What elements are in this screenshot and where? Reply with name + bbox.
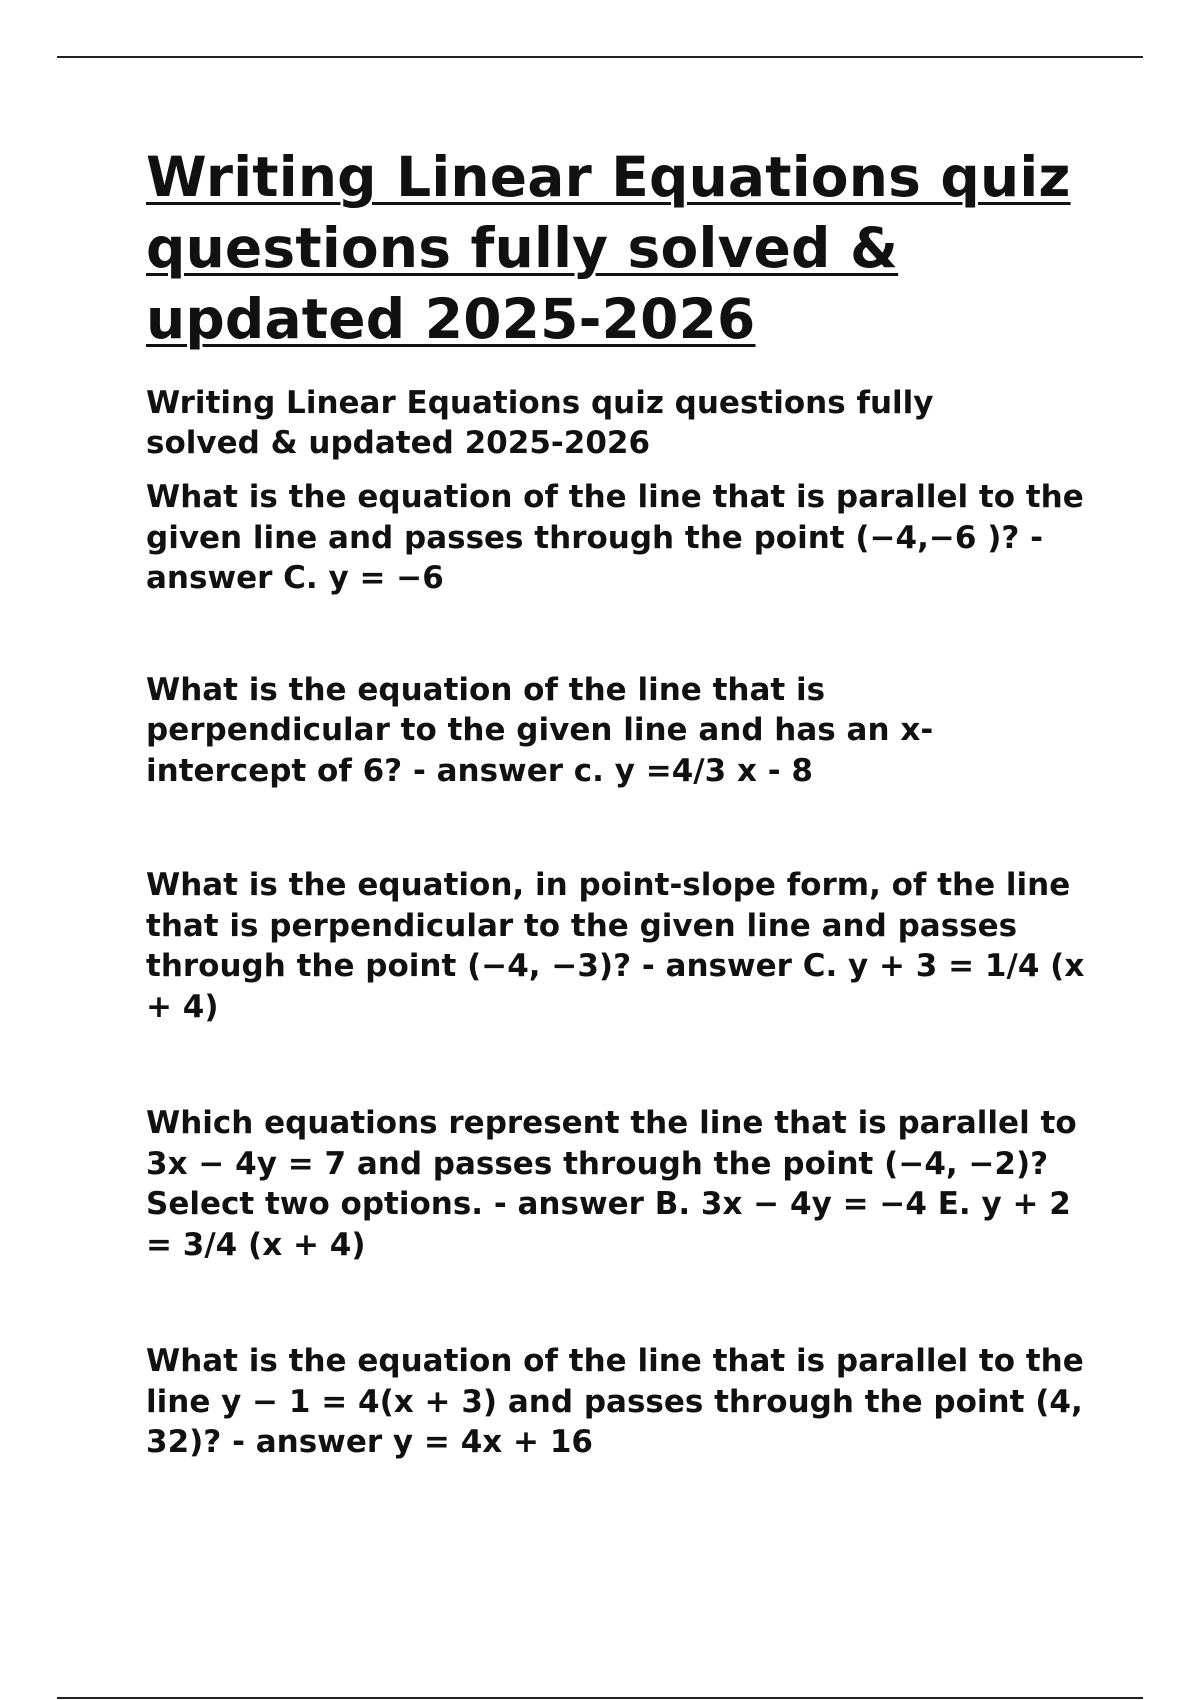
top-divider	[57, 56, 1143, 58]
question-answer-item: Which equations represent the line that is parallel to 3x − 4y = 7 and passes through the point (−4, −2)? Select two options. - answer B. 3x − 4y = −4 E. y + 2 = 3/4 (x + 4)	[146, 1105, 1077, 1263]
document-title: Writing Linear Equations quiz questions fully solved & updated 2025-2026	[146, 145, 1071, 351]
question-answer-item: What is the equation of the line that is parallel to the given line and passes through the point (−4,−6 )? - answer C. y = −6	[146, 479, 1084, 596]
question-answer-item: What is the equation of the line that is perpendicular to the given line and has an x-intercept of 6? - answer c. y =4/3 x - 8	[146, 671, 934, 789]
question-answer-item: What is the equation of the line that is parallel to the line y − 1 = 4(x + 3) and passes through the point (4, 32)? - answer y = 4x + 16	[146, 1343, 1084, 1460]
question-answer-item: What is the equation, in point-slope form, of the line that is perpendicular to the given line and passes through the point (−4, −3)? - answer C. y + 3 = 1/4 (x + 4)	[146, 867, 1085, 1025]
document-body	[146, 142, 1106, 1463]
question-answer-list	[146, 477, 1106, 1463]
document-subtitle: Writing Linear Equations quiz questions fully solved & updated 2025-2026	[146, 385, 934, 461]
bottom-divider	[57, 1697, 1143, 1699]
